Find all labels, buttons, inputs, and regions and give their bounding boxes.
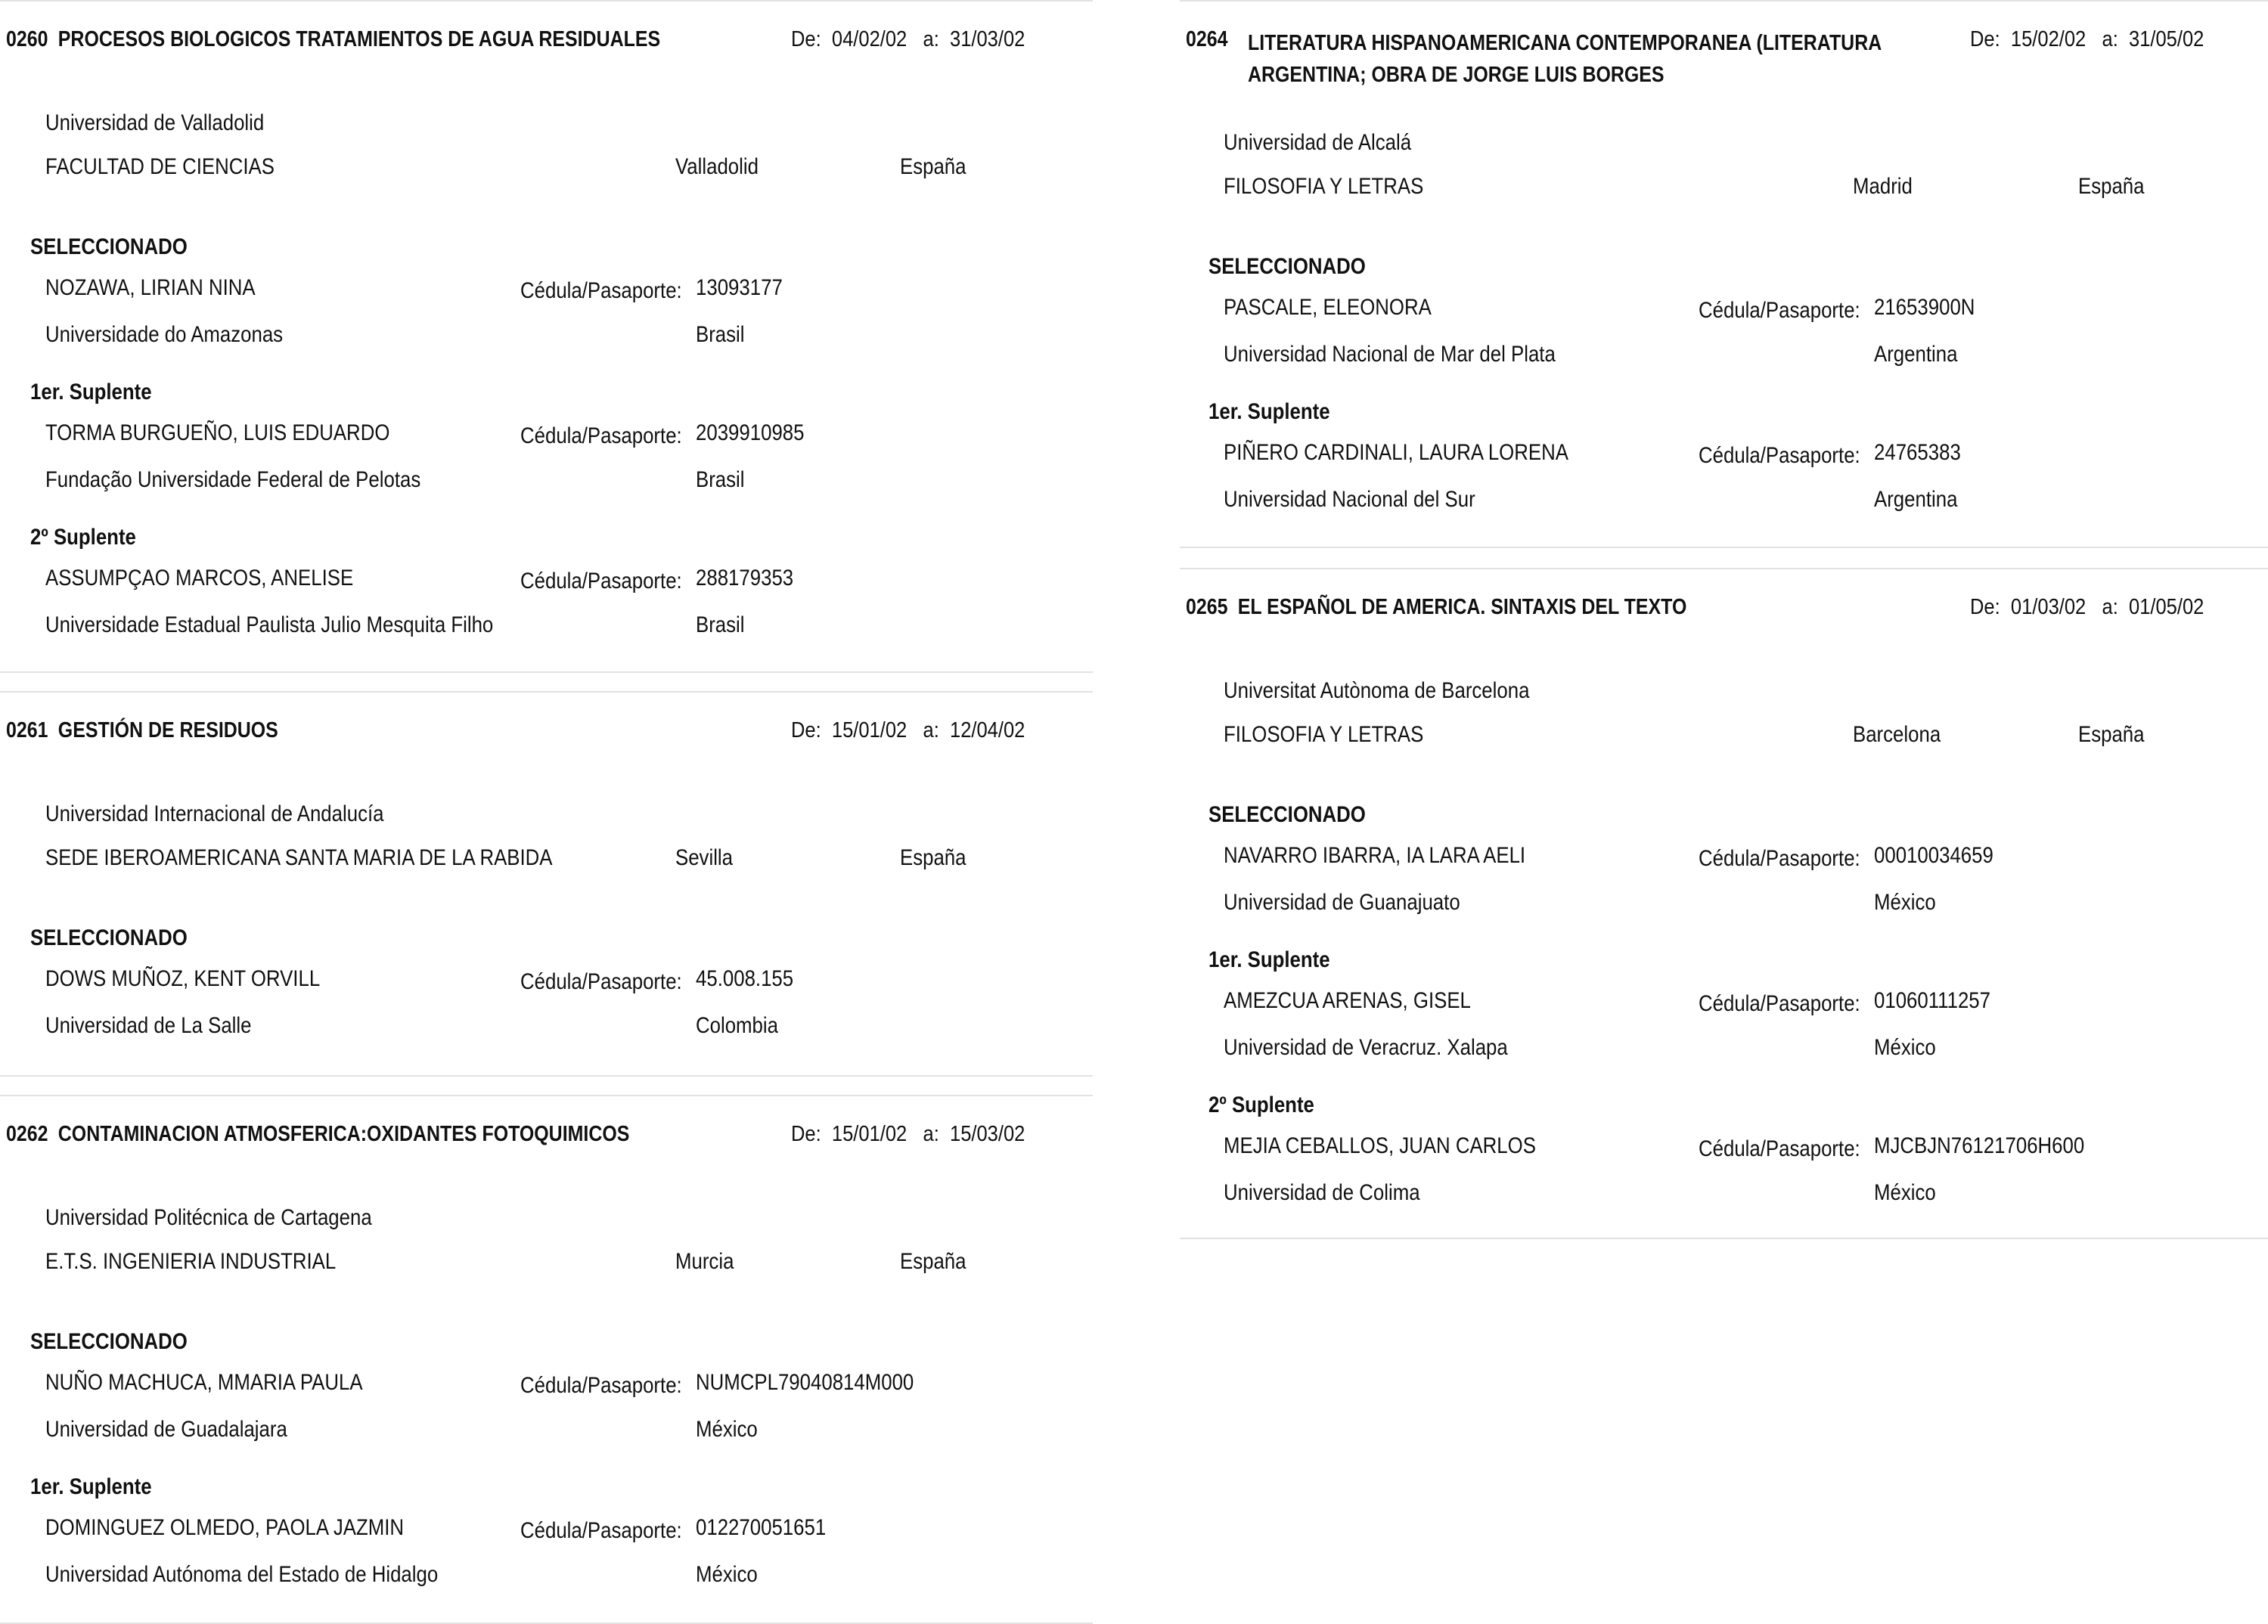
substitute1-label: 1er. Suplente <box>30 1474 152 1499</box>
candidate-id: 2039910985 <box>696 420 805 445</box>
candidate-id: 01060111257 <box>1874 988 1991 1013</box>
course-dates: De: 15/01/02 a: 12/04/02 <box>791 718 1025 742</box>
divider <box>0 1075 1093 1077</box>
host-city: Sevilla <box>675 845 734 870</box>
selected-label: SELECCIONADO <box>1208 802 1366 827</box>
date-from: 04/02/02 <box>831 27 908 51</box>
candidate-id: 45.008.155 <box>696 966 794 991</box>
candidate-name: AMEZCUA ARENAS, GISEL <box>1224 988 1471 1013</box>
host-city: Murcia <box>675 1249 734 1274</box>
id-label: Cédula/Pasaporte: <box>1699 443 1860 468</box>
candidate-university: Universidad de Veracruz. Xalapa <box>1224 1035 1508 1060</box>
candidate-country: Argentina <box>1874 487 1958 512</box>
candidate-university: Universidad Autónoma del Estado de Hidalgo <box>45 1562 439 1587</box>
id-label: Cédula/Pasaporte: <box>1699 1136 1860 1161</box>
course-dates: De: 15/02/02 a: 31/05/02 <box>1970 27 2204 51</box>
host-city: Valladolid <box>675 154 759 179</box>
host-country: España <box>900 154 966 179</box>
candidate-university: Universidade Estadual Paulista Julio Mesquita Filho <box>45 612 494 637</box>
selected-label: SELECCIONADO <box>30 925 188 950</box>
course-number: 0261 <box>6 718 48 742</box>
candidate-name: DOWS MUÑOZ, KENT ORVILL <box>45 966 321 991</box>
course-block <box>0 1095 1093 1624</box>
candidate-name: PASCALE, ELEONORA <box>1224 295 1432 320</box>
candidate-university: Universidad de Guanajuato <box>1224 890 1460 915</box>
candidate-country: México <box>696 1417 758 1442</box>
course-number: 0265 <box>1186 595 1228 619</box>
id-label: Cédula/Pasaporte: <box>1699 298 1860 323</box>
divider <box>1180 568 2268 569</box>
host-country: España <box>900 845 966 870</box>
candidate-name: DOMINGUEZ OLMEDO, PAOLA JAZMIN <box>45 1515 405 1540</box>
id-label: Cédula/Pasaporte: <box>520 1518 682 1543</box>
divider <box>0 1095 1093 1096</box>
divider <box>0 691 1093 693</box>
date-to: 12/04/02 <box>950 718 1025 742</box>
candidate-name: PIÑERO CARDINALI, LAURA LORENA <box>1224 440 1568 465</box>
course-block <box>1180 0 2268 548</box>
candidate-university: Universidad Nacional del Sur <box>1224 487 1475 512</box>
candidate-country: México <box>1874 1035 1936 1060</box>
course-dates: De: 01/03/02 a: 01/05/02 <box>1970 595 2204 619</box>
left-column <box>0 0 1093 1624</box>
host-city: Madrid <box>1853 174 1913 199</box>
candidate-id: 012270051651 <box>696 1515 827 1540</box>
date-from: 01/03/02 <box>2010 595 2086 619</box>
candidate-country: Colombia <box>696 1013 778 1038</box>
host-university: Universitat Autònoma de Barcelona <box>1224 678 1530 703</box>
date-to: 31/03/02 <box>950 27 1025 51</box>
host-faculty: FACULTAD DE CIENCIAS <box>45 154 275 179</box>
course-header <box>6 27 660 52</box>
candidate-name: ASSUMPÇAO MARCOS, ANELISE <box>45 566 354 590</box>
date-to: 01/05/02 <box>2129 595 2204 619</box>
id-label: Cédula/Pasaporte: <box>520 1373 682 1398</box>
substitute1-label: 1er. Suplente <box>1208 399 1330 424</box>
candidate-country: Brasil <box>696 322 745 347</box>
course-block <box>1180 568 2268 1239</box>
divider <box>0 0 1093 2</box>
candidate-country: Brasil <box>696 467 745 492</box>
host-faculty: E.T.S. INGENIERIA INDUSTRIAL <box>45 1249 337 1274</box>
candidate-university: Universidad de Guadalajara <box>45 1417 287 1442</box>
candidate-id: 13093177 <box>696 275 783 300</box>
course-title: PROCESOS BIOLOGICOS TRATAMIENTOS DE AGUA RESIDUALES <box>57 27 661 51</box>
candidate-name: NAVARRO IBARRA, IA LARA AELI <box>1224 843 1526 868</box>
divider <box>1180 1238 2268 1239</box>
id-label: Cédula/Pasaporte: <box>520 569 682 594</box>
course-block <box>0 691 1093 1077</box>
candidate-country: Brasil <box>696 612 745 637</box>
id-label: Cédula/Pasaporte: <box>1699 991 1860 1016</box>
host-faculty: FILOSOFIA Y LETRAS <box>1224 722 1424 747</box>
substitute1-label: 1er. Suplente <box>30 380 152 404</box>
course-header <box>6 718 278 743</box>
host-country: España <box>2078 722 2145 747</box>
host-faculty: FILOSOFIA Y LETRAS <box>1224 174 1424 199</box>
date-to: 31/05/02 <box>2129 27 2204 51</box>
candidate-country: México <box>696 1562 758 1587</box>
candidate-name: TORMA BURGUEÑO, LUIS EDUARDO <box>45 420 390 445</box>
id-label: Cédula/Pasaporte: <box>520 423 682 448</box>
substitute2-label: 2º Suplente <box>30 525 136 550</box>
host-university: Universidad Politécnica de Cartagena <box>45 1205 372 1230</box>
date-from: 15/02/02 <box>2010 27 2086 51</box>
course-title: CONTAMINACION ATMOSFERICA:OXIDANTES FOTOQUIMICOS <box>57 1122 630 1146</box>
candidate-university: Universidad de La Salle <box>45 1013 252 1038</box>
candidate-name: NOZAWA, LIRIAN NINA <box>45 275 256 300</box>
date-to: 15/03/02 <box>950 1122 1025 1146</box>
substitute1-label: 1er. Suplente <box>1208 947 1330 972</box>
candidate-id: 24765383 <box>1874 440 1961 465</box>
host-faculty: SEDE IBEROAMERICANA SANTA MARIA DE LA RABIDA <box>45 845 553 870</box>
candidate-id: 00010034659 <box>1874 843 1993 868</box>
course-header <box>1186 595 1686 620</box>
candidate-university: Universidad Nacional de Mar del Plata <box>1224 342 1556 367</box>
host-university: Universidad de Valladolid <box>45 110 265 135</box>
host-country: España <box>900 1249 966 1274</box>
course-title: GESTIÓN DE RESIDUOS <box>57 718 278 742</box>
date-from: 15/01/02 <box>831 1122 908 1146</box>
id-label: Cédula/Pasaporte: <box>520 278 682 303</box>
host-university: Universidad Internacional de Andalucía <box>45 801 384 826</box>
candidate-name: NUÑO MACHUCA, MMARIA PAULA <box>45 1370 363 1395</box>
course-header <box>1186 27 1238 52</box>
candidate-name: MEJIA CEBALLOS, JUAN CARLOS <box>1224 1133 1536 1158</box>
selected-label: SELECCIONADO <box>30 1329 188 1354</box>
host-university: Universidad de Alcalá <box>1224 130 1412 155</box>
host-country: España <box>2078 174 2145 199</box>
divider <box>1180 547 2268 548</box>
candidate-country: México <box>1874 1180 1936 1205</box>
candidate-id: 288179353 <box>696 566 794 590</box>
candidate-university: Universidad de Colima <box>1224 1180 1420 1205</box>
candidate-country: México <box>1874 890 1936 915</box>
course-title: EL ESPAÑOL DE AMERICA. SINTAXIS DEL TEXTO <box>1237 595 1687 619</box>
course-header <box>6 1122 629 1147</box>
candidate-university: Fundação Universidade Federal de Pelotas <box>45 467 421 492</box>
course-number: 0264 <box>1186 27 1228 51</box>
selected-label: SELECCIONADO <box>1208 254 1366 279</box>
divider <box>1180 0 2268 2</box>
course-dates: De: 04/02/02 a: 31/03/02 <box>791 27 1025 51</box>
host-city: Barcelona <box>1853 722 1941 747</box>
course-dates: De: 15/01/02 a: 15/03/02 <box>791 1122 1025 1146</box>
divider <box>0 671 1093 673</box>
course-title: LITERATURA HISPANOAMERICANA CONTEMPORANEA (LITERATURA ARGENTINA; OBRA DE JORGE LUIS BORGES <box>1248 31 1882 87</box>
course-number: 0262 <box>6 1122 48 1146</box>
substitute2-label: 2º Suplente <box>1208 1092 1314 1117</box>
candidate-university: Universidade do Amazonas <box>45 322 284 347</box>
candidate-id: NUMCPL79040814M000 <box>696 1370 914 1395</box>
candidate-id: MJCBJN76121706H600 <box>1874 1133 2085 1158</box>
id-label: Cédula/Pasaporte: <box>1699 846 1860 871</box>
candidate-country: Argentina <box>1874 342 1958 367</box>
candidate-id: 21653900N <box>1874 295 1975 320</box>
id-label: Cédula/Pasaporte: <box>520 969 682 994</box>
selected-label: SELECCIONADO <box>30 234 188 259</box>
course-number: 0260 <box>6 27 48 51</box>
course-block <box>0 0 1093 673</box>
right-column <box>1180 0 2268 1239</box>
date-from: 15/01/02 <box>831 718 908 742</box>
